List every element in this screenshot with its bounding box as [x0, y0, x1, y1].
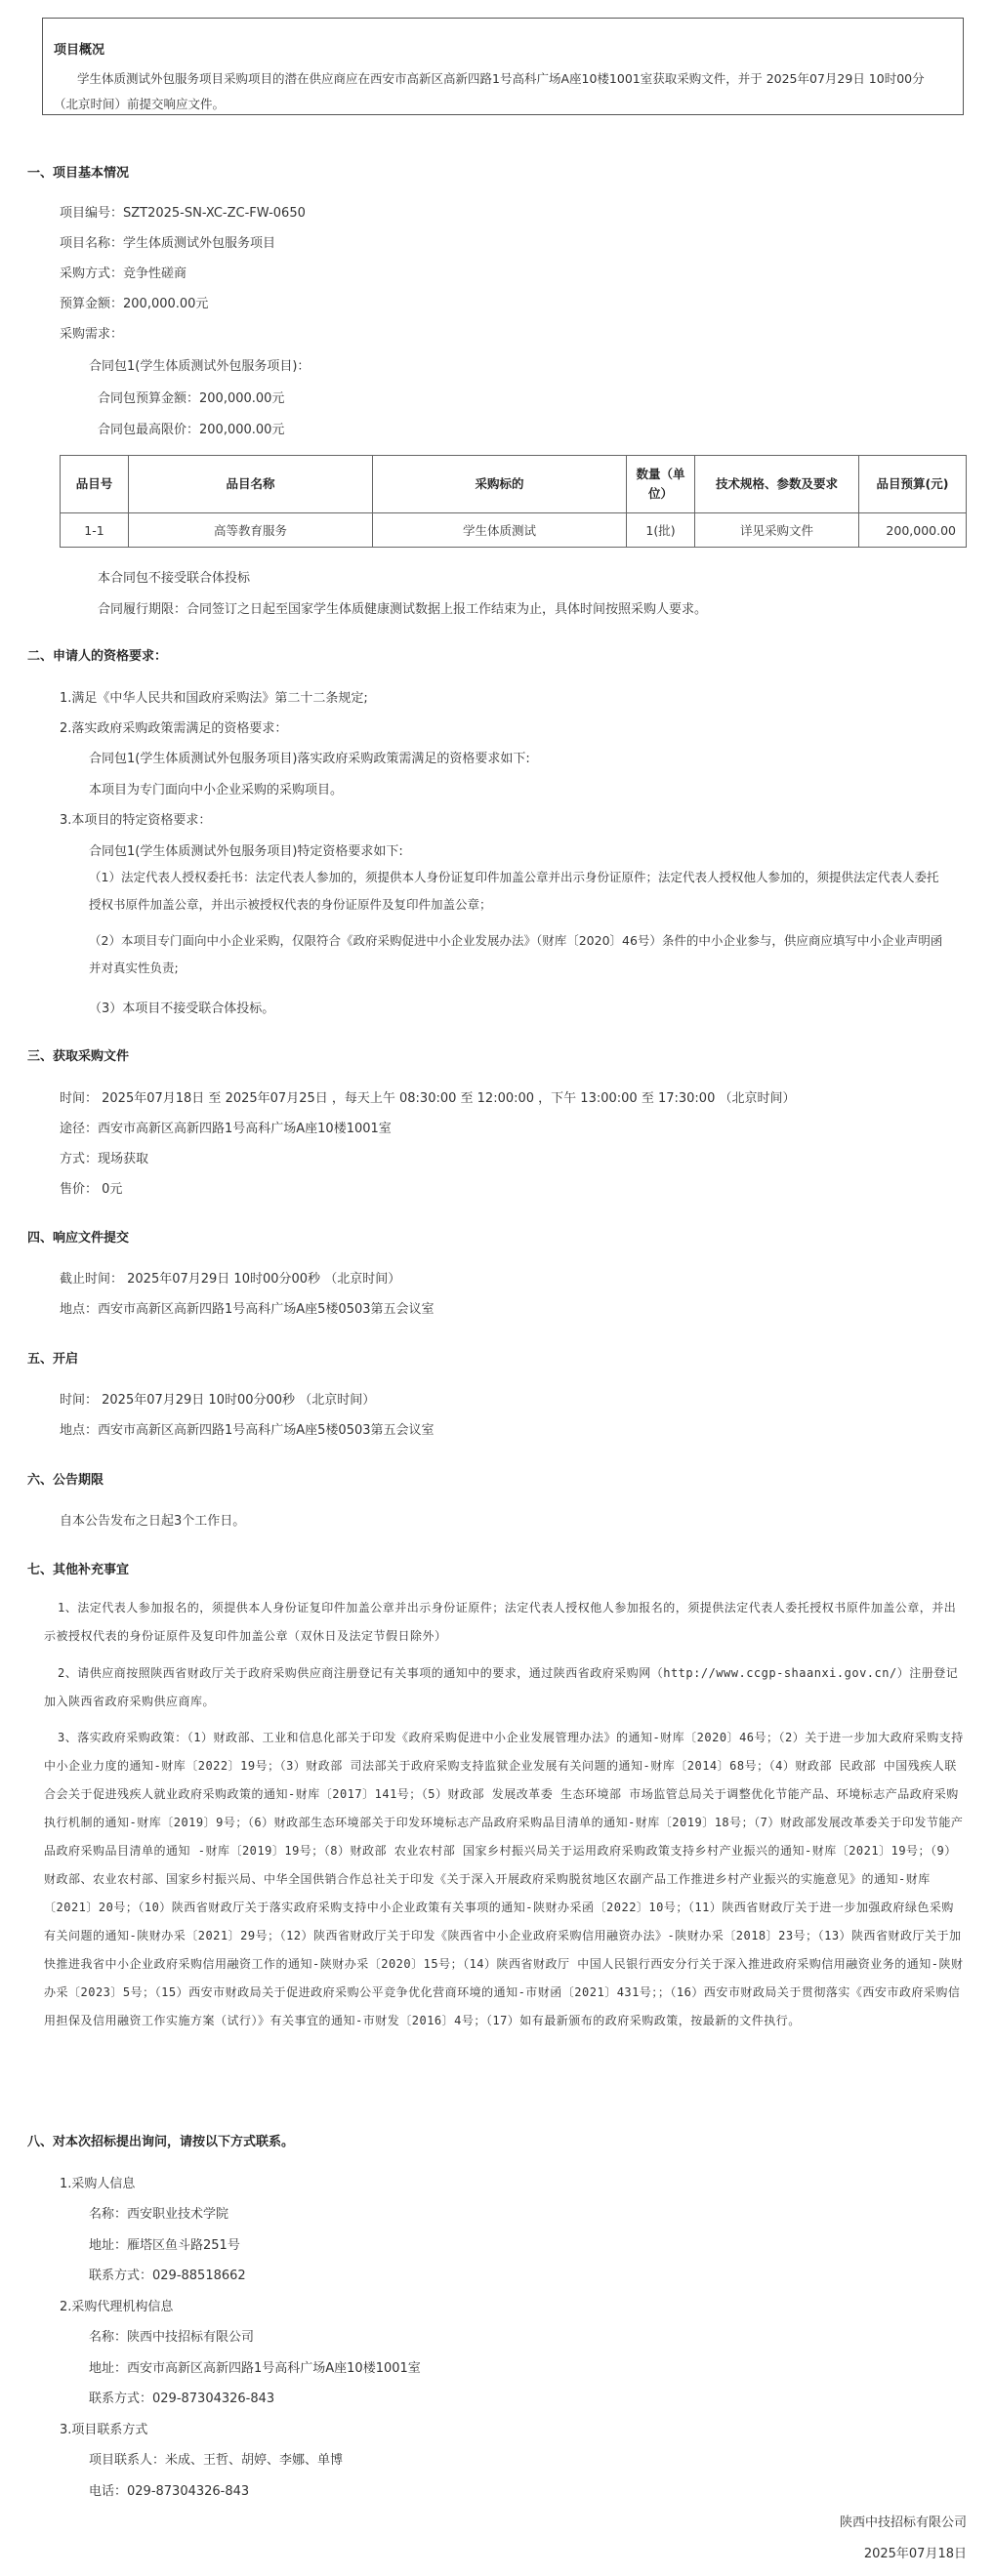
table-header-cell: 技术规格、参数及要求 [695, 456, 859, 513]
section-basic-info-heading: 一、项目基本情况 [27, 166, 130, 181]
agency-name: 名称：陕西中技招标有限公司 [89, 2330, 255, 2345]
package-budget: 合同包预算金额：200,000.00元 [98, 391, 285, 406]
buyer-info-title: 1.采购人信息 [60, 2177, 136, 2191]
project-name: 项目名称：学生体质测试外包服务项目 [60, 236, 276, 251]
buyer-name: 名称：西安职业技术学院 [89, 2207, 229, 2222]
buyer-address: 地址：雁塔区鱼斗路251号 [89, 2238, 240, 2253]
qualification-item-1: 1.满足《中华人民共和国政府采购法》第二十二条规定; [60, 691, 368, 706]
qualification-item-2: 2.落实政府采购政策需满足的资格要求： [60, 721, 288, 736]
specific-requirement-2: （2）本项目专门面向中小企业采购，仅限符合《政府采购促进中小企业发展办法》（财库〔2020〕46号）条件的中小企业参与，供应商应填写中小企业声明函并对真实性负责; [89, 933, 943, 975]
obtain-mode: 方式：现场获取 [60, 1152, 149, 1166]
submission-location: 地点：西安市高新区高新四路1号高科广场A座5楼0503第五会议室 [60, 1302, 435, 1317]
section-submission-heading: 四、响应文件提交 [27, 1231, 130, 1246]
table-cell: 1-1 [61, 513, 129, 548]
contract-period: 合同履行期限：合同签订之日起至国家学生体质健康测试数据上报工作结束为止，具体时间按照采购人要求。 [98, 602, 708, 617]
procurement-items-table [60, 455, 967, 548]
project-number: 项目编号：SZT2025-SN-XC-ZC-FW-0650 [60, 206, 306, 221]
section-obtain-documents-heading: 三、获取采购文件 [27, 1049, 130, 1064]
qualification-item-3-package: 合同包1(学生体质测试外包服务项目)特定资格要求如下: [89, 844, 403, 859]
table-header-cell: 品目号 [61, 456, 129, 513]
overview-box [42, 18, 964, 115]
qualification-item-2-text: 本项目为专门面向中小企业采购的采购项目。 [89, 783, 344, 797]
table-header-cell: 品目名称 [129, 456, 373, 513]
opening-time: 时间： 2025年07月29日 10时00分00秒 （北京时间） [60, 1393, 376, 1408]
project-contact-people: 项目联系人：米成、王哲、胡婷、李娜、单博 [89, 2453, 344, 2468]
contract-package-title: 合同包1(学生体质测试外包服务项目)： [89, 359, 311, 374]
submission-deadline: 截止时间： 2025年07月29日 10时00分00秒 （北京时间） [60, 1272, 401, 1287]
procurement-method: 采购方式：竞争性磋商 [60, 266, 187, 281]
overview-text: 学生体质测试外包服务项目采购项目的潜在供应商应在西安市高新区高新四路1号高科广场A座10楼1001室获取采购文件，并于 2025年07月29日 10时00分 （北京时间）前提交响应文件。 [54, 71, 925, 111]
footer-date: 2025年07月18日 [863, 2547, 967, 2561]
table-header-row [61, 456, 967, 513]
obtain-time: 时间： 2025年07月18日 至 2025年07月25日 ，每天上午 08:30:00 至 12:00:00 ，下午 13:00:00 至 17:30:00 （北京时间） [60, 1091, 796, 1106]
procurement-demand-label: 采购需求： [60, 327, 124, 342]
opening-location: 地点：西安市高新区高新四路1号高科广场A座5楼0503第五会议室 [60, 1423, 435, 1438]
project-contact-title: 3.项目联系方式 [60, 2423, 148, 2437]
budget-amount: 预算金额：200,000.00元 [60, 297, 209, 311]
section-announcement-period-heading: 六、公告期限 [27, 1473, 104, 1488]
table-header-cell: 数量（单位） [627, 456, 695, 513]
document-price: 售价： 0元 [60, 1182, 123, 1197]
agency-address: 地址：西安市高新区高新四路1号高科广场A座10楼1001室 [89, 2361, 421, 2376]
table-cell: 1(批) [627, 513, 695, 548]
project-contact-phone: 电话：029-87304326-843 [89, 2484, 250, 2499]
table-cell: 200,000.00 [859, 513, 967, 548]
section-opening-heading: 五、开启 [27, 1352, 79, 1367]
supplementary-paragraph-1: 1、法定代表人参加报名的，须提供本人身份证复印件加盖公章并出示身份证原件；法定代表人授权他人参加报名的，须提供法定代表人委托授权书原件加盖公章，并出示被授权代表的身份证原件及复印件加盖公章（双休日及法定节假日除外） [44, 1601, 957, 1643]
table-header-cell: 采购标的 [373, 456, 627, 513]
specific-requirement-3: （3）本项目不接受联合体投标。 [89, 1002, 275, 1016]
announcement-period-text: 自本公告发布之日起3个工作日。 [60, 1514, 246, 1529]
table-cell: 高等教育服务 [129, 513, 373, 548]
agency-contact: 联系方式：029-87304326-843 [89, 2392, 275, 2406]
table-header-cell: 品目预算(元) [859, 456, 967, 513]
obtain-way: 途径：西安市高新区高新四路1号高科广场A座10楼1001室 [60, 1122, 392, 1136]
section-qualification-heading: 二、申请人的资格要求： [27, 649, 168, 664]
supplementary-paragraph-2: 2、请供应商按照陕西省财政厅关于政府采购供应商注册登记有关事项的通知中的要求，通过陕西省政府采购网（http://www.ccgp-shaanxi.gov.cn/）注册登记加入陕西省政府采购供应商库。 [44, 1666, 959, 1708]
section-supplementary-heading: 七、其他补充事宜 [27, 1563, 130, 1577]
overview-title: 项目概况 [54, 43, 105, 58]
supplementary-paragraph-3: 3、落实政府采购政策：（1）财政部、工业和信息化部关于印发《政府采购促进中小企业发展管理办法》的通知-财库〔2020〕46号；（2）关于进一步加大政府采购支持中小企业力度的通知-财库〔2022〕19号；（3）财政部 司法部关于政府采购支持监狱企业发展有关问题的通知-财库〔2014〕68号；（4）财政部 民政部 中国残疾人联合会关于促进残疾人就业政府采购政策的通知-财库〔2017〕141号；（5）财政部 发展改革委 生态环境部 市场监管总局关于调整优化节能产品、环境标志产品政府采购执行机制的通知-财库〔2019〕9号；（6）财政部生态环境部关于印发环境标志产品政府采购品目清单的通知-财库〔2019〕18号；（7）财政部发展改革委关于印发节能产品政府采购品目清单的通知 -财库〔2019〕19号；（8）财政部 农业农村部 国家乡村振兴局关于运用政府采购政策支持乡村产业振兴的通知-财库〔2021〕19号；（9）财政部、农业农村部、国家乡村振兴局、中华全国供销合作总社关于印发《关于深入开展政府采购脱贫地区农副产品工作推进乡村产业振兴的实施意见》的通知-财库〔2021〕20号；（10）陕西省财政厅关于落实政府采购支持中小企业政策有关事项的通知-陕财办采函〔2022〕10号；（11）陕西省财政厅关于进一步加强政府绿色采购有关问题的通知-陕财办采〔2021〕29号；（12）陕西省财政厅关于印发《陕西省中小企业政府采购信用融资办法》-陕财办采〔2018〕23号；（13）陕西省财政厅关于加快推进我省中小企业政府采购信用融资工作的通知-陕财办采〔2020〕15号；（14）陕西省财政厅 中国人民银行西安分行关于深入推进政府采购信用融资业务的通知-陕财办采〔2023〕5号；（15）西安市财政局关于促进政府采购公平竞争优化营商环境的通知-市财函〔2021〕431号；；（16）西安市财政局关于贯彻落实《西安市政府采购信用担保及信用融资工作实施方案（试行）》有关事宜的通知-市财发〔2016〕4号；（17）如有最新颁布的政府采购政策，按最新的文件执行。 [44, 1731, 964, 2027]
table-cell: 学生体质测试 [373, 513, 627, 548]
no-consortium-note: 本合同包不接受联合体投标 [98, 571, 251, 586]
agency-info-title: 2.采购代理机构信息 [60, 2300, 174, 2314]
footer-company: 陕西中技招标有限公司 [839, 2515, 967, 2530]
qualification-item-2-package: 合同包1(学生体质测试外包服务项目)落实政府采购政策需满足的资格要求如下: [89, 752, 530, 766]
buyer-contact: 联系方式：029-88518662 [89, 2269, 246, 2283]
section-contact-heading: 八、对本次招标提出询问，请按以下方式联系。 [27, 2135, 295, 2149]
specific-requirement-1: （1）法定代表人授权委托书：法定代表人参加的，须提供本人身份证复印件加盖公章并出示身份证原件；法定代表人授权他人参加的，须提供法定代表人委托授权书原件加盖公章，并出示被授权代表的身份证原件及复印件加盖公章； [89, 870, 939, 912]
table-cell: 详见采购文件 [695, 513, 859, 548]
package-max-price: 合同包最高限价：200,000.00元 [98, 423, 285, 437]
table-row [61, 513, 967, 548]
qualification-item-3: 3.本项目的特定资格要求： [60, 813, 212, 828]
